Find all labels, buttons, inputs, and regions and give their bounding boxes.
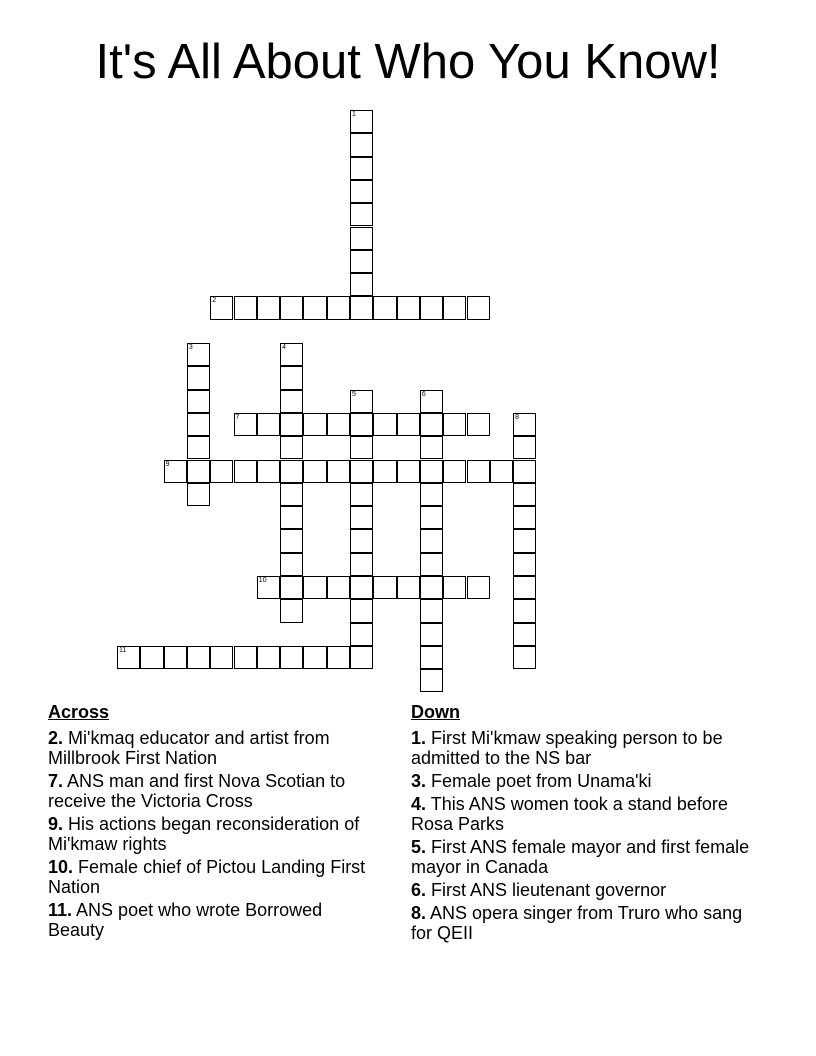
clue-number: 8 (515, 413, 519, 421)
grid-cell[interactable] (397, 460, 420, 483)
clue-across-10: 10. Female chief of Pictou Landing First Nation (48, 857, 366, 897)
clue-number: 3 (188, 344, 193, 351)
grid-cell[interactable] (280, 366, 303, 389)
grid-cell[interactable] (420, 390, 443, 413)
grid-cell[interactable] (420, 646, 443, 669)
grid-cell[interactable] (420, 436, 443, 459)
clue-number: 1 (352, 111, 356, 118)
across-clues (48, 702, 383, 943)
grid-cell[interactable] (513, 506, 536, 529)
grid-cell[interactable] (234, 646, 257, 669)
grid-cell[interactable] (350, 483, 373, 506)
clue-across-11: 11. ANS poet who wrote Borrowed Beauty (48, 900, 323, 940)
grid-cell[interactable] (513, 460, 536, 483)
grid-cell[interactable] (280, 483, 303, 506)
grid-cell[interactable] (513, 436, 536, 459)
grid-cell[interactable] (303, 646, 326, 669)
grid-cell[interactable] (350, 506, 373, 529)
clue-across-7: 7. ANS man and first Nova Scotian to receive the Victoria Cross (48, 771, 346, 811)
grid-cell[interactable] (420, 669, 443, 692)
grid-cell[interactable] (513, 646, 536, 669)
grid-cell[interactable] (350, 529, 373, 552)
grid-cell[interactable] (350, 599, 373, 622)
clue-number: 4 (282, 344, 286, 351)
grid-cell[interactable] (397, 576, 420, 599)
grid-cell[interactable] (420, 483, 443, 506)
grid-cell[interactable] (140, 646, 163, 669)
grid-cell[interactable] (234, 460, 257, 483)
clue-number: 5 (352, 390, 356, 398)
grid-cell[interactable] (397, 296, 420, 319)
grid-cell[interactable] (280, 529, 303, 552)
grid-cell[interactable] (187, 646, 210, 669)
grid-cell[interactable] (420, 553, 443, 576)
grid-cell[interactable] (350, 250, 373, 273)
grid-cell[interactable] (513, 576, 536, 599)
grid-cell[interactable] (327, 460, 350, 483)
grid-cell[interactable] (257, 576, 280, 599)
clue-down-5: 5. First ANS female mayor and first female mayor in Canada (411, 837, 750, 877)
grid-cell[interactable] (443, 460, 466, 483)
grid-cell[interactable] (350, 203, 373, 226)
grid-cell[interactable] (443, 296, 466, 319)
down-clues (411, 702, 751, 946)
grid-cell[interactable] (373, 296, 396, 319)
grid-cell[interactable] (420, 460, 443, 483)
clue-number: 6 (421, 390, 426, 398)
grid-cell[interactable] (164, 646, 187, 669)
grid-cell[interactable] (280, 506, 303, 529)
clue-number: 10 (258, 577, 267, 584)
grid-cell[interactable] (280, 576, 303, 599)
grid-cell[interactable] (350, 180, 373, 203)
grid-cell[interactable] (420, 413, 443, 436)
grid-cell[interactable] (280, 436, 303, 459)
grid-cell[interactable] (327, 296, 350, 319)
grid-cell[interactable] (350, 413, 373, 436)
grid-cell[interactable] (210, 646, 233, 669)
grid-cell[interactable] (350, 460, 373, 483)
grid-cell[interactable] (420, 506, 443, 529)
grid-cell[interactable] (490, 460, 513, 483)
grid-cell[interactable] (327, 646, 350, 669)
grid-cell[interactable] (467, 460, 490, 483)
grid-cell[interactable] (420, 576, 443, 599)
grid-cell[interactable] (373, 413, 396, 436)
grid-cell[interactable] (467, 296, 490, 319)
grid-cell[interactable] (303, 413, 326, 436)
grid-cell[interactable] (350, 133, 373, 156)
grid-cell[interactable] (303, 460, 326, 483)
grid-cell[interactable] (280, 343, 303, 366)
grid-cell[interactable] (350, 157, 373, 180)
grid-cell[interactable] (350, 436, 373, 459)
grid-cell[interactable] (257, 460, 280, 483)
grid-cell[interactable] (420, 296, 443, 319)
grid-cell[interactable] (420, 623, 443, 646)
grid-cell[interactable] (257, 296, 280, 319)
grid-cell[interactable] (513, 483, 536, 506)
clue-down-3: 3. Female poet from Unama'ki (411, 771, 652, 791)
clue-across-9: 9. His actions began reconsideration of Mi'kmaw rights (48, 814, 360, 854)
clue-number: 9 (165, 460, 170, 468)
grid-cell[interactable] (350, 273, 373, 296)
across-heading: Across (48, 702, 110, 722)
grid-cell[interactable] (443, 413, 466, 436)
grid-cell[interactable] (117, 646, 140, 669)
grid-cell[interactable] (257, 413, 280, 436)
grid-cell[interactable] (350, 390, 373, 413)
grid-cell[interactable] (467, 413, 490, 436)
grid-cell[interactable] (210, 460, 233, 483)
clue-down-4: 4. This ANS women took a stand before Rosa Parks (411, 794, 728, 834)
grid-cell[interactable] (350, 296, 373, 319)
grid-cell[interactable] (397, 413, 420, 436)
grid-cell[interactable] (210, 296, 233, 319)
clue-across-2: 2. Mi'kmaq educator and artist from Millbrook First Nation (48, 728, 330, 768)
grid-cell[interactable] (280, 413, 303, 436)
grid-cell[interactable] (234, 413, 257, 436)
grid-cell[interactable] (443, 576, 466, 599)
grid-cell[interactable] (350, 646, 373, 669)
grid-cell[interactable] (234, 296, 257, 319)
grid-cell[interactable] (373, 460, 396, 483)
grid-cell[interactable] (350, 576, 373, 599)
grid-cell[interactable] (187, 366, 210, 389)
grid-cell[interactable] (187, 436, 210, 459)
clue-down-1: 1. First Mi'kmaw speaking person to be admitted to the NS bar (411, 728, 723, 768)
clue-down-6: 6. First ANS lieutenant governor (411, 880, 667, 900)
clue-number: 11 (119, 646, 127, 654)
grid-cell[interactable] (513, 529, 536, 552)
grid-cell[interactable] (280, 553, 303, 576)
grid-cell[interactable] (280, 460, 303, 483)
grid-cell[interactable] (350, 623, 373, 646)
grid-cell[interactable] (327, 576, 350, 599)
grid-cell[interactable] (187, 343, 210, 366)
grid-cell[interactable] (187, 483, 210, 506)
grid-cell[interactable] (164, 460, 187, 483)
grid-cell[interactable] (513, 599, 536, 622)
grid-cell[interactable] (373, 576, 396, 599)
grid-cell[interactable] (513, 413, 536, 436)
grid-cell[interactable] (350, 553, 373, 576)
grid-cell[interactable] (513, 553, 536, 576)
grid-cell[interactable] (257, 646, 280, 669)
grid-cell[interactable] (187, 390, 210, 413)
grid-cell[interactable] (350, 110, 373, 133)
grid-cell[interactable] (513, 623, 536, 646)
grid-cell[interactable] (420, 599, 443, 622)
grid-cell[interactable] (187, 460, 210, 483)
grid-cell[interactable] (280, 599, 303, 622)
page-title: It's All About Who You Know! (95, 35, 721, 89)
clue-number: 7 (235, 413, 240, 421)
grid-cell[interactable] (187, 413, 210, 436)
clue-down-8: 8. ANS opera singer from Truro who sang for QEII (411, 903, 743, 943)
grid-cell[interactable] (327, 413, 350, 436)
grid-cell[interactable] (280, 390, 303, 413)
down-heading: Down (411, 702, 460, 722)
grid-cell[interactable] (303, 296, 326, 319)
grid-cell[interactable] (467, 576, 490, 599)
grid-cell[interactable] (280, 646, 303, 669)
clue-number: 2 (212, 297, 217, 305)
grid-cell[interactable] (420, 529, 443, 552)
grid-cell[interactable] (280, 296, 303, 319)
grid-cell[interactable] (303, 576, 326, 599)
grid-cell[interactable] (350, 227, 373, 250)
